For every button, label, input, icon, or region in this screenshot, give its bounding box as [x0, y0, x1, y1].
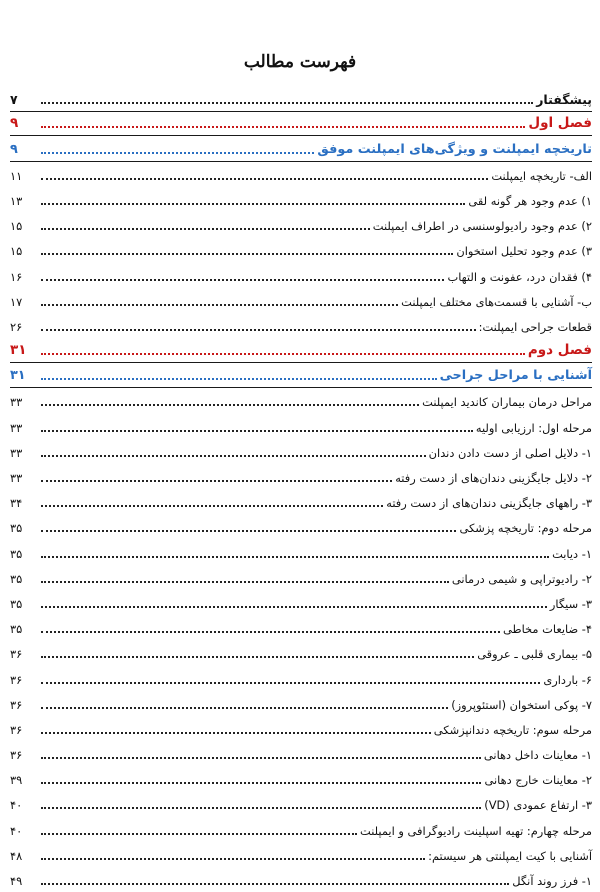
toc-entry-section — [10, 136, 592, 161]
toc-entry-page-number: ۳۳ — [10, 395, 23, 410]
toc-entry-page-number: ۴۹ — [10, 874, 23, 888]
toc-entry-label: مرحله اول: ارزیابی اولیه — [475, 420, 592, 435]
toc-entry-sub — [10, 262, 592, 287]
dot-leader — [41, 102, 533, 104]
toc-entry-label: فصل اول — [528, 115, 592, 132]
toc-entry-sub — [10, 388, 592, 413]
dot-leader — [41, 329, 476, 331]
toc-entry-page-number: ۳۶ — [10, 697, 23, 712]
toc-entry-sub — [10, 439, 592, 464]
toc-entry-sub — [10, 665, 592, 690]
toc-entry-sub — [10, 539, 592, 564]
toc-entry-label: ۲) عدم وجود رادیولوسنسی در اطراف ایمپلنت — [372, 219, 592, 234]
toc-entry-sub — [10, 565, 592, 590]
dot-leader — [41, 807, 481, 809]
toc-entry-sub — [10, 413, 592, 438]
dot-leader — [41, 656, 474, 658]
toc-entry-page-number: ۳۳ — [10, 471, 23, 485]
toc-entry-label: مرحله دوم: تاریخچه پزشکی — [459, 521, 592, 536]
toc-entry-page-number: ۱۷ — [10, 294, 23, 309]
toc-entry-sub — [10, 489, 592, 514]
dot-leader — [41, 581, 449, 583]
toc-entry-page-number: ۳۹ — [10, 773, 23, 788]
toc-entry-sub — [10, 237, 592, 262]
toc-entry-label: ۱) عدم وجود هر گونه لقی — [468, 193, 592, 208]
toc-entry-label: ۳- ارتفاع عمودی (VD) — [484, 798, 592, 813]
toc-entry-label: ۴) فقدان درد، عفونت و التهاب — [447, 269, 592, 284]
toc-entry-chapter — [10, 338, 592, 363]
table-of-contents — [10, 86, 592, 892]
dot-leader — [41, 304, 398, 306]
toc-entry-page-number: ۳۳ — [10, 445, 23, 460]
toc-entry-label: ۷- پوکی استخوان (استئوپروز) — [451, 697, 592, 712]
dot-leader — [41, 228, 370, 230]
dot-leader — [41, 152, 314, 154]
toc-entry-sub — [10, 791, 592, 816]
toc-entry-page-number: ۱۳ — [10, 193, 23, 208]
toc-entry-sub — [10, 187, 592, 212]
toc-entry-page-number: ۳۵ — [10, 622, 23, 637]
toc-entry-label: مرحله چهارم: تهیه اسپلینت رادیوگرافی و ایمپلنت — [360, 823, 592, 838]
dot-leader — [41, 455, 426, 457]
toc-entry-label: فصل دوم — [527, 342, 592, 359]
dot-leader — [41, 530, 456, 532]
dot-leader — [41, 858, 425, 860]
toc-entry-sub — [10, 766, 592, 791]
dot-leader — [41, 253, 453, 255]
toc-entry-front — [10, 86, 592, 111]
dot-leader — [41, 732, 431, 734]
toc-entry-label: ۲- دلایل جایگزینی دندان‌های از دست رفته — [395, 471, 592, 485]
toc-entry-label: آشنایی با مراحل جراحی — [439, 368, 592, 384]
toc-entry-label: ب- آشنایی با قسمت‌های مختلف ایمپلنت — [401, 294, 592, 309]
toc-entry-page-number: ۳۳ — [10, 420, 23, 435]
dot-leader — [41, 178, 488, 180]
dot-leader — [41, 279, 444, 281]
toc-entry-page-number: ۳۴ — [10, 496, 23, 511]
toc-entry-sub — [10, 716, 592, 741]
toc-entry-page-number: ۳۵ — [10, 546, 23, 561]
dot-leader — [41, 353, 525, 355]
toc-entry-sub — [10, 514, 592, 539]
toc-entry-page-number: ۷ — [10, 92, 18, 108]
toc-entry-page-number: ۳۶ — [10, 748, 23, 763]
toc-entry-sub — [10, 590, 592, 615]
toc-entry-sub — [10, 162, 592, 187]
toc-entry-page-number: ۱۱ — [10, 168, 23, 183]
toc-entry-label: ۶- بارداری — [543, 672, 592, 687]
dot-leader — [41, 782, 481, 784]
toc-entry-label: پیشگفتار — [536, 92, 592, 108]
dot-leader — [41, 556, 549, 558]
toc-entry-page-number: ۳۵ — [10, 571, 23, 586]
dot-leader — [41, 757, 481, 759]
dot-leader — [41, 631, 500, 633]
toc-entry-label: ۱- دیابت — [552, 546, 592, 561]
toc-entry-sub — [10, 615, 592, 640]
toc-entry-label: ۲- رادیوتراپی و شیمی درمانی — [451, 571, 592, 586]
dot-leader — [41, 707, 448, 709]
dot-leader — [41, 833, 357, 835]
dot-leader — [41, 378, 437, 380]
toc-entry-sub — [10, 741, 592, 766]
toc-entry-label: آشنایی با کیت ایمپلنتی هر سیستم: — [428, 848, 592, 863]
toc-entry-page-number: ۱۶ — [10, 269, 23, 284]
toc-entry-label: قطعات جراحی ایمپلنت: — [478, 319, 592, 334]
toc-entry-sub — [10, 691, 592, 716]
toc-entry-label: الف- تاریخچه ایمپلنت — [491, 168, 592, 183]
toc-entry-label: ۳- سیگار — [549, 596, 592, 611]
toc-entry-label: ۱- فرز روند آنگل — [512, 874, 592, 888]
dot-leader — [41, 126, 525, 128]
toc-entry-sub — [10, 640, 592, 665]
toc-entry-chapter — [10, 111, 592, 136]
page-title: فهرست مطالب — [243, 52, 357, 72]
toc-entry-label: ۴- ضایعات مخاطی — [503, 622, 592, 637]
toc-entry-sub — [10, 212, 592, 237]
toc-entry-label: ۱- دلایل اصلی از دست دادن دندان — [428, 445, 592, 460]
toc-entry-page-number: ۳۶ — [10, 672, 23, 687]
toc-entry-sub — [10, 816, 592, 841]
dot-leader — [41, 505, 383, 507]
dot-leader — [41, 404, 419, 406]
toc-entry-page-number: ۳۱ — [10, 368, 26, 384]
dot-leader — [41, 883, 509, 885]
toc-entry-page-number: ۳۵ — [10, 596, 23, 611]
toc-entry-page-number: ۲۶ — [10, 319, 23, 334]
toc-entry-page-number: ۳۶ — [10, 722, 23, 737]
toc-entry-page-number: ۹ — [10, 141, 18, 157]
toc-entry-sub — [10, 867, 592, 892]
toc-entry-page-number: ۱۵ — [10, 244, 23, 259]
toc-entry-label: ۳- راههای جایگزینی دندان‌های از دست رفته — [386, 496, 592, 511]
toc-entry-label: ۱- معاینات داخل دهانی — [483, 748, 592, 763]
toc-entry-page-number: ۴۸ — [10, 848, 23, 863]
dot-leader — [41, 203, 465, 205]
toc-entry-page-number: ۴۰ — [10, 798, 23, 813]
toc-entry-page-number: ۹ — [10, 115, 19, 132]
toc-entry-label: ۵- بیماری قلبی ـ عروقی — [477, 647, 592, 662]
toc-entry-page-number: ۳۶ — [10, 647, 23, 662]
toc-entry-sub — [10, 842, 592, 867]
toc-entry-page-number: ۳۱ — [10, 342, 27, 359]
toc-entry-sub — [10, 464, 592, 489]
toc-entry-label: تاریخچه ایمپلنت و ویژگی‌های ایمپلنت موفق — [317, 141, 592, 157]
toc-entry-page-number: ۴۰ — [10, 823, 23, 838]
dot-leader — [41, 606, 547, 608]
dot-leader — [41, 682, 540, 684]
toc-entry-label: مرحله سوم: تاریخچه دندانپزشکی — [433, 722, 592, 737]
toc-entry-page-number: ۳۵ — [10, 521, 23, 536]
toc-entry-page-number: ۱۵ — [10, 219, 23, 234]
toc-entry-sub — [10, 313, 592, 338]
dot-leader — [41, 430, 473, 432]
dot-leader — [41, 480, 392, 482]
toc-entry-label: مراحل درمان بیماران کاندید ایمپلنت — [422, 395, 592, 410]
toc-entry-sub — [10, 288, 592, 313]
toc-entry-section — [10, 363, 592, 388]
toc-entry-label: ۳) عدم وجود تحلیل استخوان — [456, 244, 592, 259]
toc-entry-label: ۲- معاینات خارج دهانی — [484, 773, 592, 788]
